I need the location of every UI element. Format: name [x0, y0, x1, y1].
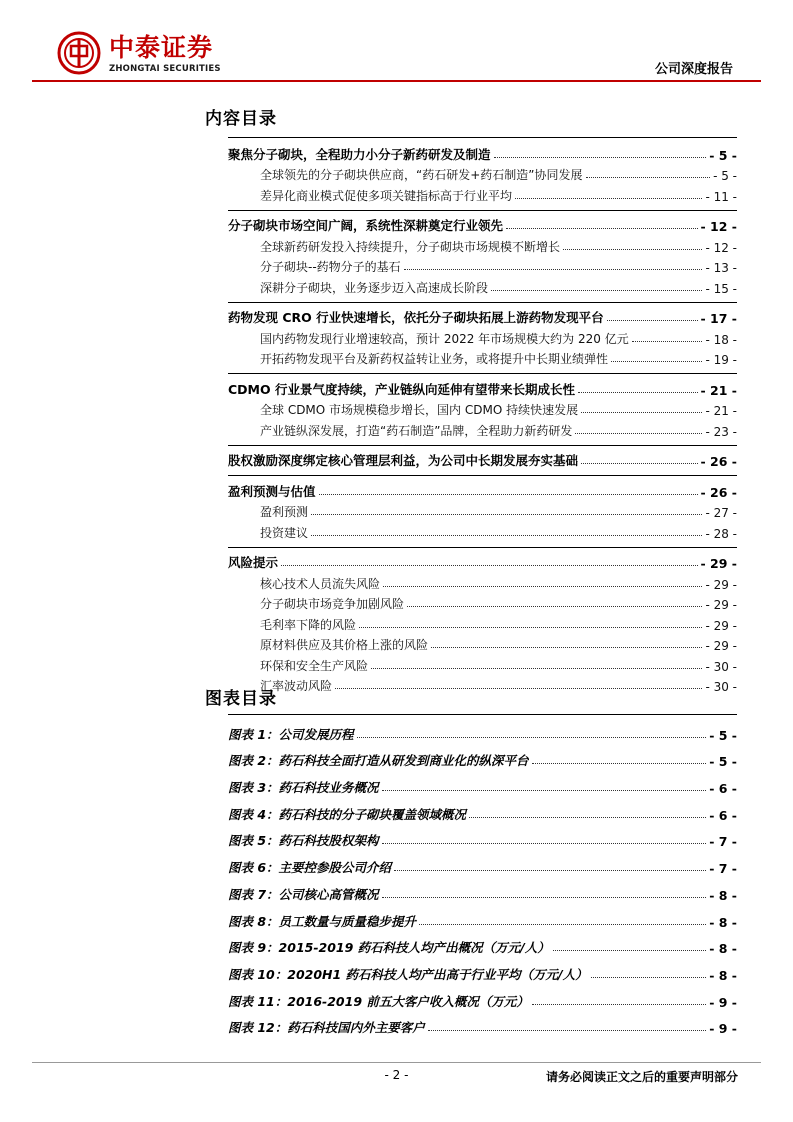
toc-subsection-page: - 18 - — [705, 332, 737, 347]
toc-subsection-page: - 30 - — [705, 659, 737, 674]
table-of-contents — [228, 142, 737, 694]
figure-entry-label: 图表 6：主要控参股公司介绍 — [228, 860, 392, 876]
toc-section-page: - 29 - — [700, 556, 737, 571]
toc-subsection-page: - 28 - — [705, 526, 737, 541]
toc-section[interactable] — [228, 377, 737, 398]
toc-subsection-label: 全球新药研发投入持续提升，分子砌块市场规模不断增长 — [260, 239, 561, 254]
dot-leader — [563, 249, 702, 250]
figures-top-rule — [228, 714, 737, 715]
toc-subsection-label: 差异化商业模式促使多项关键指标高于行业平均 — [260, 188, 513, 203]
dot-leader — [382, 897, 707, 898]
figure-entry[interactable] — [228, 876, 737, 903]
figure-entry-label: 图表 8：员工数量与质量稳步提升 — [228, 913, 417, 929]
list-of-figures — [228, 716, 737, 1036]
toc-subsection-page: - 19 - — [705, 353, 737, 367]
dot-leader — [575, 433, 702, 434]
toc-section-label: CDMO 行业景气度持续，产业链纵向延伸有望带来长期成长性 — [228, 381, 575, 397]
toc-subsection[interactable] — [228, 183, 737, 204]
dot-leader — [311, 514, 702, 515]
toc-subsection-label: 汇率波动风险 — [260, 679, 333, 693]
toc-subsection[interactable] — [228, 653, 737, 674]
toc-subsection-page: - 27 - — [705, 506, 737, 520]
figures-title: 图表目录 — [205, 689, 277, 709]
toc-subsection-label: 分子砌块市场竞争加剧风险 — [260, 597, 405, 611]
figure-entry-page: - 5 - — [709, 754, 737, 770]
toc-subsection-page: - 23 - — [705, 424, 737, 439]
dot-leader — [419, 924, 706, 925]
toc-subsection[interactable] — [228, 163, 737, 184]
dot-leader — [578, 392, 698, 393]
figure-entry-page: - 7 - — [709, 861, 737, 877]
toc-subsection-page: - 29 - — [705, 639, 737, 653]
figure-entry-label: 图表 5：药石科技股权架构 — [228, 833, 379, 849]
figure-entry-label: 图表 11：2016-2019 前五大客户收入概况（万元） — [228, 993, 529, 1009]
dot-leader — [394, 870, 706, 871]
figure-entry[interactable] — [228, 796, 737, 823]
figure-entry-page: - 5 - — [709, 727, 737, 743]
section-divider — [228, 296, 737, 303]
toc-subsection-page: - 15 - — [705, 281, 737, 296]
figure-entry[interactable] — [228, 716, 737, 743]
dot-leader — [359, 627, 702, 628]
toc-subsection-label: 投资建议 — [260, 525, 309, 540]
toc-section[interactable] — [228, 142, 737, 163]
report-type-label: 公司深度报告 — [654, 62, 733, 77]
figure-entry-label: 图表 9：2015-2019 药石科技人均产出概况（万元/人） — [228, 940, 550, 956]
dot-leader — [581, 463, 698, 464]
toc-subsection[interactable] — [228, 234, 737, 255]
page-number: - 2 - — [384, 1068, 409, 1082]
toc-subsection[interactable] — [228, 571, 737, 592]
toc-subsection-page: - 11 - — [705, 189, 737, 204]
toc-subsection-label: 国内药物发现行业增速较高，预计 2022 年市场规模大约为 220 亿元 — [260, 331, 629, 346]
toc-subsection[interactable] — [228, 326, 737, 347]
dot-leader — [383, 586, 702, 587]
toc-subsection-label: 产业链纵深发展，打造“药石制造”品牌，全程助力新药研发 — [260, 423, 573, 438]
figure-entry[interactable] — [228, 930, 737, 957]
dot-leader — [586, 177, 711, 178]
company-logo — [57, 31, 237, 77]
toc-top-rule — [228, 137, 737, 138]
toc-subsection-page: - 29 - — [705, 618, 737, 633]
figure-entry-page: - 8 - — [709, 914, 737, 930]
toc-section-label: 分子砌块市场空间广阔，系统性深耕奠定行业领先 — [228, 218, 504, 233]
figure-entry-page: - 8 - — [709, 941, 737, 957]
toc-section-label: 盈利预测与估值 — [228, 483, 316, 499]
toc-subsection[interactable] — [228, 255, 737, 276]
figure-entry[interactable] — [228, 769, 737, 796]
toc-subsection-label: 毛利率下降的风险 — [260, 617, 357, 632]
figure-entry[interactable] — [228, 823, 737, 850]
toc-section-page: - 5 - — [709, 147, 737, 163]
figure-entry-label: 图表 2：药石科技全面打造从研发到商业化的纵深平台 — [228, 753, 529, 769]
toc-subsection-label: 全球 CDMO 市场规模稳步增长，国内 CDMO 持续快速发展 — [260, 403, 579, 417]
dot-leader — [319, 494, 698, 495]
dot-leader — [515, 198, 702, 199]
logo-chinese-name: 中泰证券 — [109, 33, 214, 62]
toc-section-label: 股权激励深度绑定核心管理层利益，为公司中长期发展夯实基础 — [228, 453, 579, 468]
toc-subsection-page: - 21 - — [705, 404, 737, 418]
toc-section-page: - 26 - — [700, 484, 737, 500]
toc-subsection-label: 全球领先的分子砌块供应商，“药石研发+药石制造”协同发展 — [260, 168, 583, 182]
logo-english-name: ZHONGTAI SECURITIES — [109, 64, 221, 74]
toc-subsection[interactable] — [228, 520, 737, 541]
toc-subsection-label: 盈利预测 — [260, 505, 309, 519]
dot-leader — [371, 668, 702, 669]
figure-entry[interactable] — [228, 1010, 737, 1037]
toc-subsection[interactable] — [228, 674, 737, 695]
dot-leader — [428, 1030, 706, 1031]
toc-subsection-page: - 30 - — [705, 680, 737, 694]
toc-subsection[interactable] — [228, 633, 737, 654]
figure-entry-page: - 9 - — [709, 994, 737, 1010]
figure-entry[interactable] — [228, 743, 737, 770]
toc-subsection[interactable] — [228, 275, 737, 296]
section-divider — [228, 541, 737, 548]
figure-entry-page: - 8 - — [709, 887, 737, 903]
section-divider — [228, 367, 737, 374]
section-divider — [228, 439, 737, 446]
dot-leader — [281, 565, 698, 566]
toc-section-label: 聚焦分子砌块，全程助力小分子新药研发及制造 — [228, 146, 491, 162]
toc-subsection[interactable] — [228, 592, 737, 613]
section-divider — [228, 469, 737, 476]
toc-section[interactable] — [228, 306, 737, 327]
dot-leader — [404, 269, 703, 270]
toc-subsection-label: 环保和安全生产风险 — [260, 658, 369, 673]
figure-entry[interactable] — [228, 849, 737, 876]
figure-entry[interactable] — [228, 903, 737, 930]
dot-leader — [553, 950, 706, 951]
toc-subsection-page: - 12 - — [705, 240, 737, 255]
toc-subsection-label: 核心技术人员流失风险 — [260, 576, 381, 591]
dot-leader — [431, 647, 702, 648]
toc-subsection-label: 原材料供应及其价格上涨的风险 — [260, 638, 429, 652]
toc-title: 内容目录 — [205, 109, 277, 129]
figure-entry-label: 图表 1：公司发展历程 — [228, 726, 354, 742]
toc-subsection[interactable] — [228, 500, 737, 521]
figure-entry-label: 图表 3：药石科技业务概况 — [228, 780, 379, 796]
figure-entry[interactable] — [228, 983, 737, 1010]
dot-leader — [357, 737, 707, 738]
dot-leader — [335, 688, 702, 689]
toc-section-page: - 17 - — [700, 311, 737, 326]
header-divider — [32, 80, 761, 82]
toc-section-page: - 26 - — [700, 454, 737, 469]
toc-subsection[interactable] — [228, 347, 737, 368]
dot-leader — [607, 320, 698, 321]
dot-leader — [382, 790, 707, 791]
toc-subsection-page: - 5 - — [713, 169, 737, 183]
dot-leader — [382, 843, 707, 844]
toc-subsection[interactable] — [228, 398, 737, 419]
toc-section-label: 风险提示 — [228, 555, 279, 570]
toc-section-page: - 21 - — [700, 382, 737, 398]
figure-entry-label: 图表 7：公司核心高管概况 — [228, 886, 379, 902]
dot-leader — [506, 228, 698, 229]
figure-entry-page: - 9 - — [709, 1021, 737, 1037]
toc-section[interactable] — [228, 449, 737, 470]
figure-entry-page: - 6 - — [709, 781, 737, 797]
dot-leader — [611, 361, 702, 362]
toc-section-label: 药物发现 CRO 行业快速增长，依托分子砌块拓展上游药物发现平台 — [228, 310, 604, 325]
dot-leader — [311, 535, 702, 536]
figure-entry-page: - 7 - — [709, 834, 737, 850]
dot-leader — [494, 157, 707, 158]
dot-leader — [581, 412, 702, 413]
zhongtai-logo-icon — [57, 31, 101, 75]
toc-section[interactable] — [228, 551, 737, 572]
toc-subsection-page: - 29 - — [705, 577, 737, 592]
dot-leader — [532, 1004, 706, 1005]
dot-leader — [632, 341, 703, 342]
section-divider — [228, 204, 737, 211]
toc-section[interactable] — [228, 479, 737, 500]
dot-leader — [407, 606, 702, 607]
footer-disclaimer: 请务必阅读正文之后的重要声明部分 — [545, 1070, 738, 1084]
toc-subsection[interactable] — [228, 612, 737, 633]
toc-subsection-page: - 13 - — [705, 261, 737, 275]
toc-subsection-label: 分子砌块--药物分子的基石 — [260, 260, 401, 274]
figure-entry[interactable] — [228, 956, 737, 983]
toc-subsection-page: - 29 - — [705, 598, 737, 612]
footer-divider — [32, 1062, 761, 1063]
figure-entry-label: 图表 4：药石科技的分子砌块覆盖领域概况 — [228, 806, 467, 822]
figure-entry-page: - 8 - — [709, 967, 737, 983]
dot-leader — [469, 817, 706, 818]
dot-leader — [491, 290, 702, 291]
toc-subsection-label: 深耕分子砌块，业务逐步迈入高速成长阶段 — [260, 280, 489, 295]
toc-subsection[interactable] — [228, 418, 737, 439]
figure-entry-page: - 6 - — [709, 807, 737, 823]
figure-entry-label: 图表 10：2020H1 药石科技人均产出高于行业平均（万元/人） — [228, 966, 588, 982]
toc-subsection-label: 开拓药物发现平台及新药权益转让业务，或将提升中长期业绩弹性 — [260, 352, 609, 366]
toc-section[interactable] — [228, 214, 737, 235]
dot-leader — [532, 763, 707, 764]
figure-entry-label: 图表 12：药石科技国内外主要客户 — [228, 1020, 425, 1036]
toc-section-page: - 12 - — [700, 219, 737, 234]
dot-leader — [591, 977, 707, 978]
